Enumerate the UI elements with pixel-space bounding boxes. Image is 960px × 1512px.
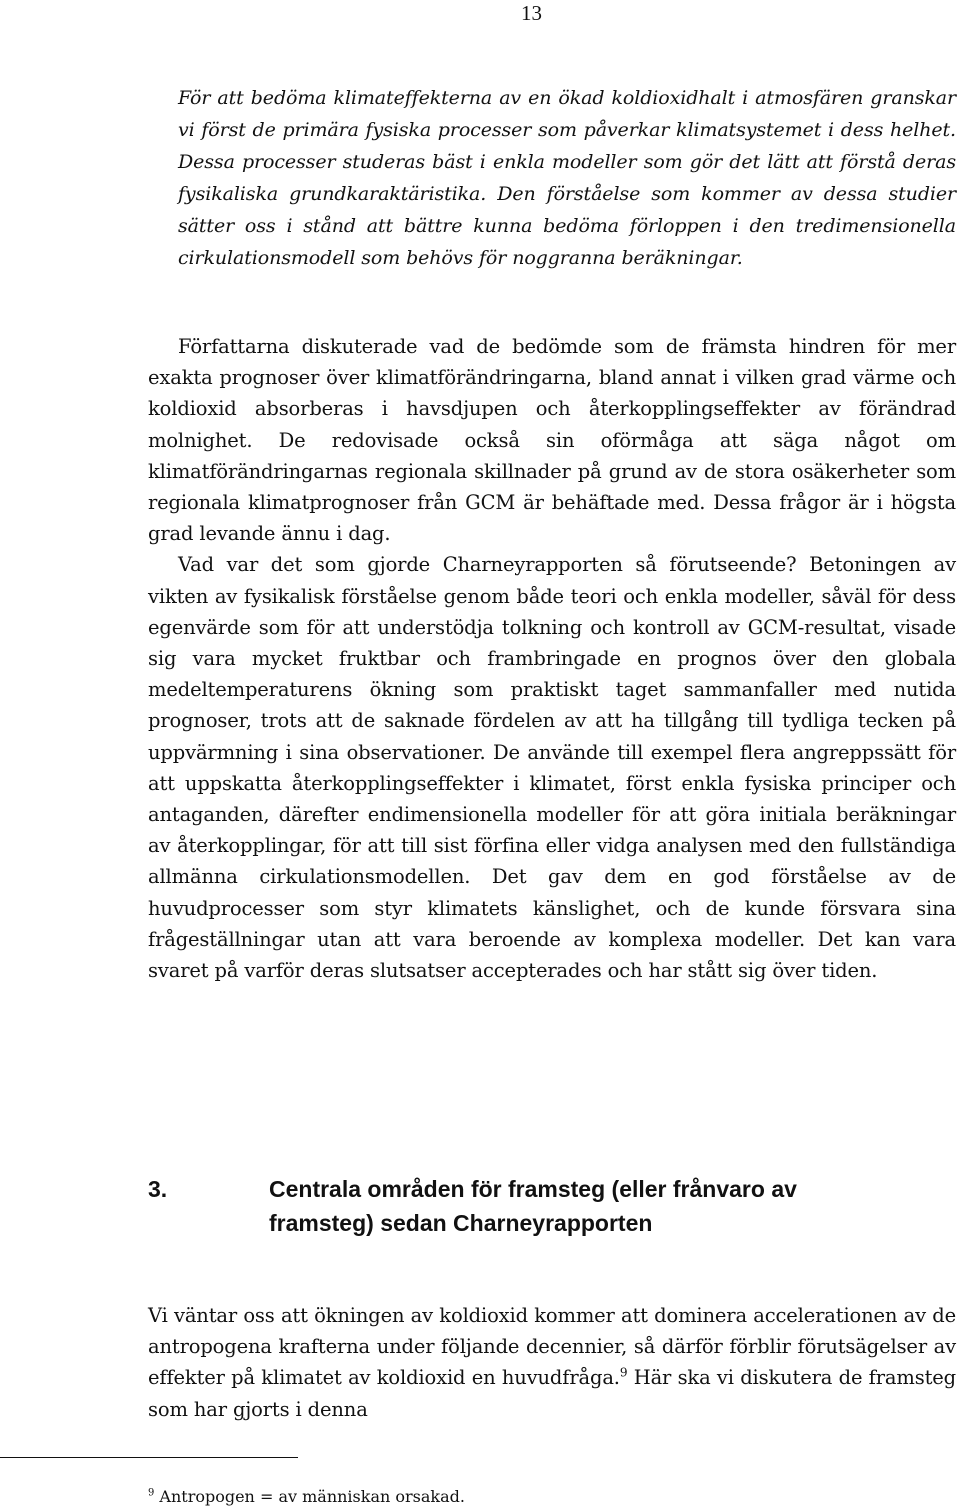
footnote-reference[interactable]: 9 — [619, 1365, 628, 1380]
section-heading — [148, 1172, 908, 1240]
footnote — [148, 1486, 465, 1508]
section-paragraph-continuation: Här ska vi diskutera de framsteg som har gjorts i denna — [148, 1366, 956, 1421]
footnote-divider — [0, 1457, 298, 1458]
body-paragraph-2: Vad var det som gjorde Charneyrapporten så förutseende? Betoningen av vikten av fysikalisk förståelse genom både teori och enkla modeller, såväl för dess egenvärde som för att understödja tolkning och kontroll av GCM-resultat, visade sig vara mycket fruktbar och frambringade en prognos över den globala medeltemperaturens ökning som praktiskt taget sammanfaller med nutida prognoser, trots att de saknade fördelen av att ha tillgång till tydliga tecken på uppvärmning i sina observationer. De använde till exempel flera angreppssätt för att uppskatta återkopplingseffekter i klimatet, först enkla fysiska principer och antaganden, därefter endimensionella modeller för att göra initiala beräkningar av återkopplingar, för att till sist förfina eller vidga analysen med den fullständiga allmänna cirkulationsmodellen. Det gav dem en god förståelse av de huvudprocesser som styr klimatets känslighet, och de kunde försvara sina frågeställningar utan att vara beroende av komplexa modeller. Det kan vara svaret på varför deras slutsatser accepterades och har stått sig över tiden. — [148, 553, 956, 983]
section-body — [148, 1300, 956, 1425]
section-title: Centrala områden för framsteg (eller frånvaro av framsteg) sedan Charneyrapporten — [269, 1176, 797, 1236]
page-number: 13 — [521, 1, 542, 25]
section-paragraph — [148, 1300, 956, 1425]
body-section — [148, 331, 956, 986]
introductory-quote: För att bedöma klimateffekterna av en ökad koldioxidhalt i atmosfären granskar vi först de primära fysiska processer som påverkar klimatsystemet i dess helhet. Dessa processer studeras bäst i enkla modeller som gör det lätt att förstå deras fysikaliska grundkaraktäristika. Den förståelse som kommer av dessa studier sätter oss i stånd att bättre kunna bedöma förloppen i den tredimensionella cirkulationsmodell som behövs för noggranna beräkningar. — [178, 87, 956, 269]
body-paragraph-1: Författarna diskuterade vad de bedömde som de främsta hindren för mer exakta prognoser över klimatförändringarna, bland annat i vilken grad värme och koldioxid absorberas i havsdjupen och återkopplingseffekter av förändrad molnighet. De redovisade också sin oförmåga att säga något om klimatförändringarnas regionala skillnader på grund av de stora osäkerheter som regionala klimatprognoser från GCM är behäftade med. Dessa frågor är i högsta grad levande ännu i dag. — [148, 335, 956, 546]
footnote-marker: 9 — [148, 1487, 155, 1499]
section-number: 3. — [148, 1176, 168, 1202]
footnote-text: Antropogen = av människan orsakad. — [154, 1487, 465, 1506]
section-paragraph-text: Vi väntar oss att ökningen av koldioxid kommer att dominera accelerationen av de antropogena krafterna under följande decennier, så därför förblir förutsägelser av effekter på klimatet av koldioxid en huvudfråga. — [148, 1304, 956, 1390]
